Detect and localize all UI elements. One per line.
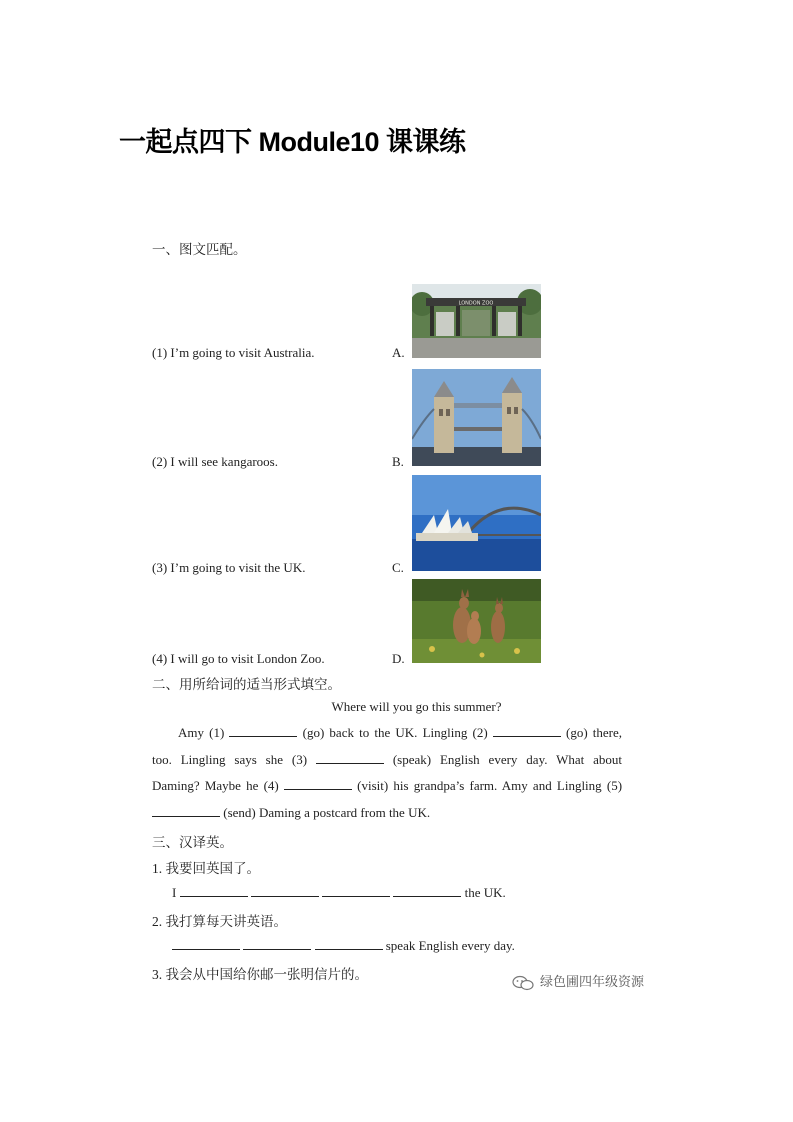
story-title: Where will you go this summer? bbox=[331, 699, 502, 714]
blank-1[interactable] bbox=[229, 725, 297, 737]
a2-blank-3[interactable] bbox=[315, 938, 383, 950]
translate-q2: 2. 我打算每天讲英语。 bbox=[152, 914, 287, 929]
a1-blank-2[interactable] bbox=[251, 885, 319, 897]
fill-paragraph bbox=[152, 720, 622, 826]
translate-q3: 3. 我会从中国给你邮一张明信片的。 bbox=[152, 967, 368, 982]
page-title: 一起点四下 Module10 课课练 bbox=[119, 127, 466, 157]
blank-3[interactable] bbox=[316, 752, 384, 764]
match-item-2: (2) I will see kangaroos. bbox=[152, 454, 278, 469]
translate-q1: 1. 我要回英国了。 bbox=[152, 861, 260, 876]
a1-blank-1[interactable] bbox=[180, 885, 248, 897]
option-b-label: B. bbox=[392, 454, 404, 469]
kangaroos-image bbox=[412, 579, 541, 663]
watermark bbox=[512, 971, 644, 991]
section1-heading: 一、图文匹配。 bbox=[152, 242, 247, 257]
sydney-opera-house-image bbox=[412, 475, 541, 571]
option-a-label: A. bbox=[392, 345, 405, 360]
a2-blank-2[interactable] bbox=[243, 938, 311, 950]
a1-blank-3[interactable] bbox=[322, 885, 390, 897]
section3-heading: 三、汉译英。 bbox=[152, 835, 233, 850]
option-c-label: C. bbox=[392, 560, 404, 575]
match-item-3: (3) I’m going to visit the UK. bbox=[152, 560, 306, 575]
zoo-sign-text: LONDON ZOO bbox=[458, 300, 494, 307]
a2-blank-1[interactable] bbox=[172, 938, 240, 950]
paragraph-line-4: (send) Daming a postcard from the UK. bbox=[152, 800, 622, 827]
paragraph-line-2: too. Lingling says she (3) (speak) English every day. What about bbox=[152, 751, 623, 767]
tower-bridge-image bbox=[412, 369, 541, 466]
london-zoo-image bbox=[412, 284, 541, 358]
translate-a1-line: I the UK. bbox=[172, 885, 506, 900]
blank-2[interactable] bbox=[493, 725, 561, 737]
paragraph-line-3: Daming? Maybe he (4) (visit) his grandpa’s farm. Amy and Lingling (5) bbox=[152, 778, 623, 793]
blank-5[interactable] bbox=[152, 805, 220, 817]
section2-heading: 二、用所给词的适当形式填空。 bbox=[152, 677, 341, 692]
paragraph-line-1: Amy (1) (go) back to the UK. Lingling (2) (go) there, bbox=[178, 725, 623, 740]
watermark-text: 绿色圃四年级资源 bbox=[540, 975, 645, 990]
translate-a2-line: speak English every day. bbox=[172, 938, 515, 954]
option-d-label: D. bbox=[392, 651, 405, 666]
a1-blank-4[interactable] bbox=[393, 885, 461, 897]
wechat-icon bbox=[512, 975, 534, 991]
match-item-4: (4) I will go to visit London Zoo. bbox=[152, 651, 325, 666]
match-item-1: (1) I’m going to visit Australia. bbox=[152, 345, 315, 360]
blank-4[interactable] bbox=[284, 778, 352, 790]
